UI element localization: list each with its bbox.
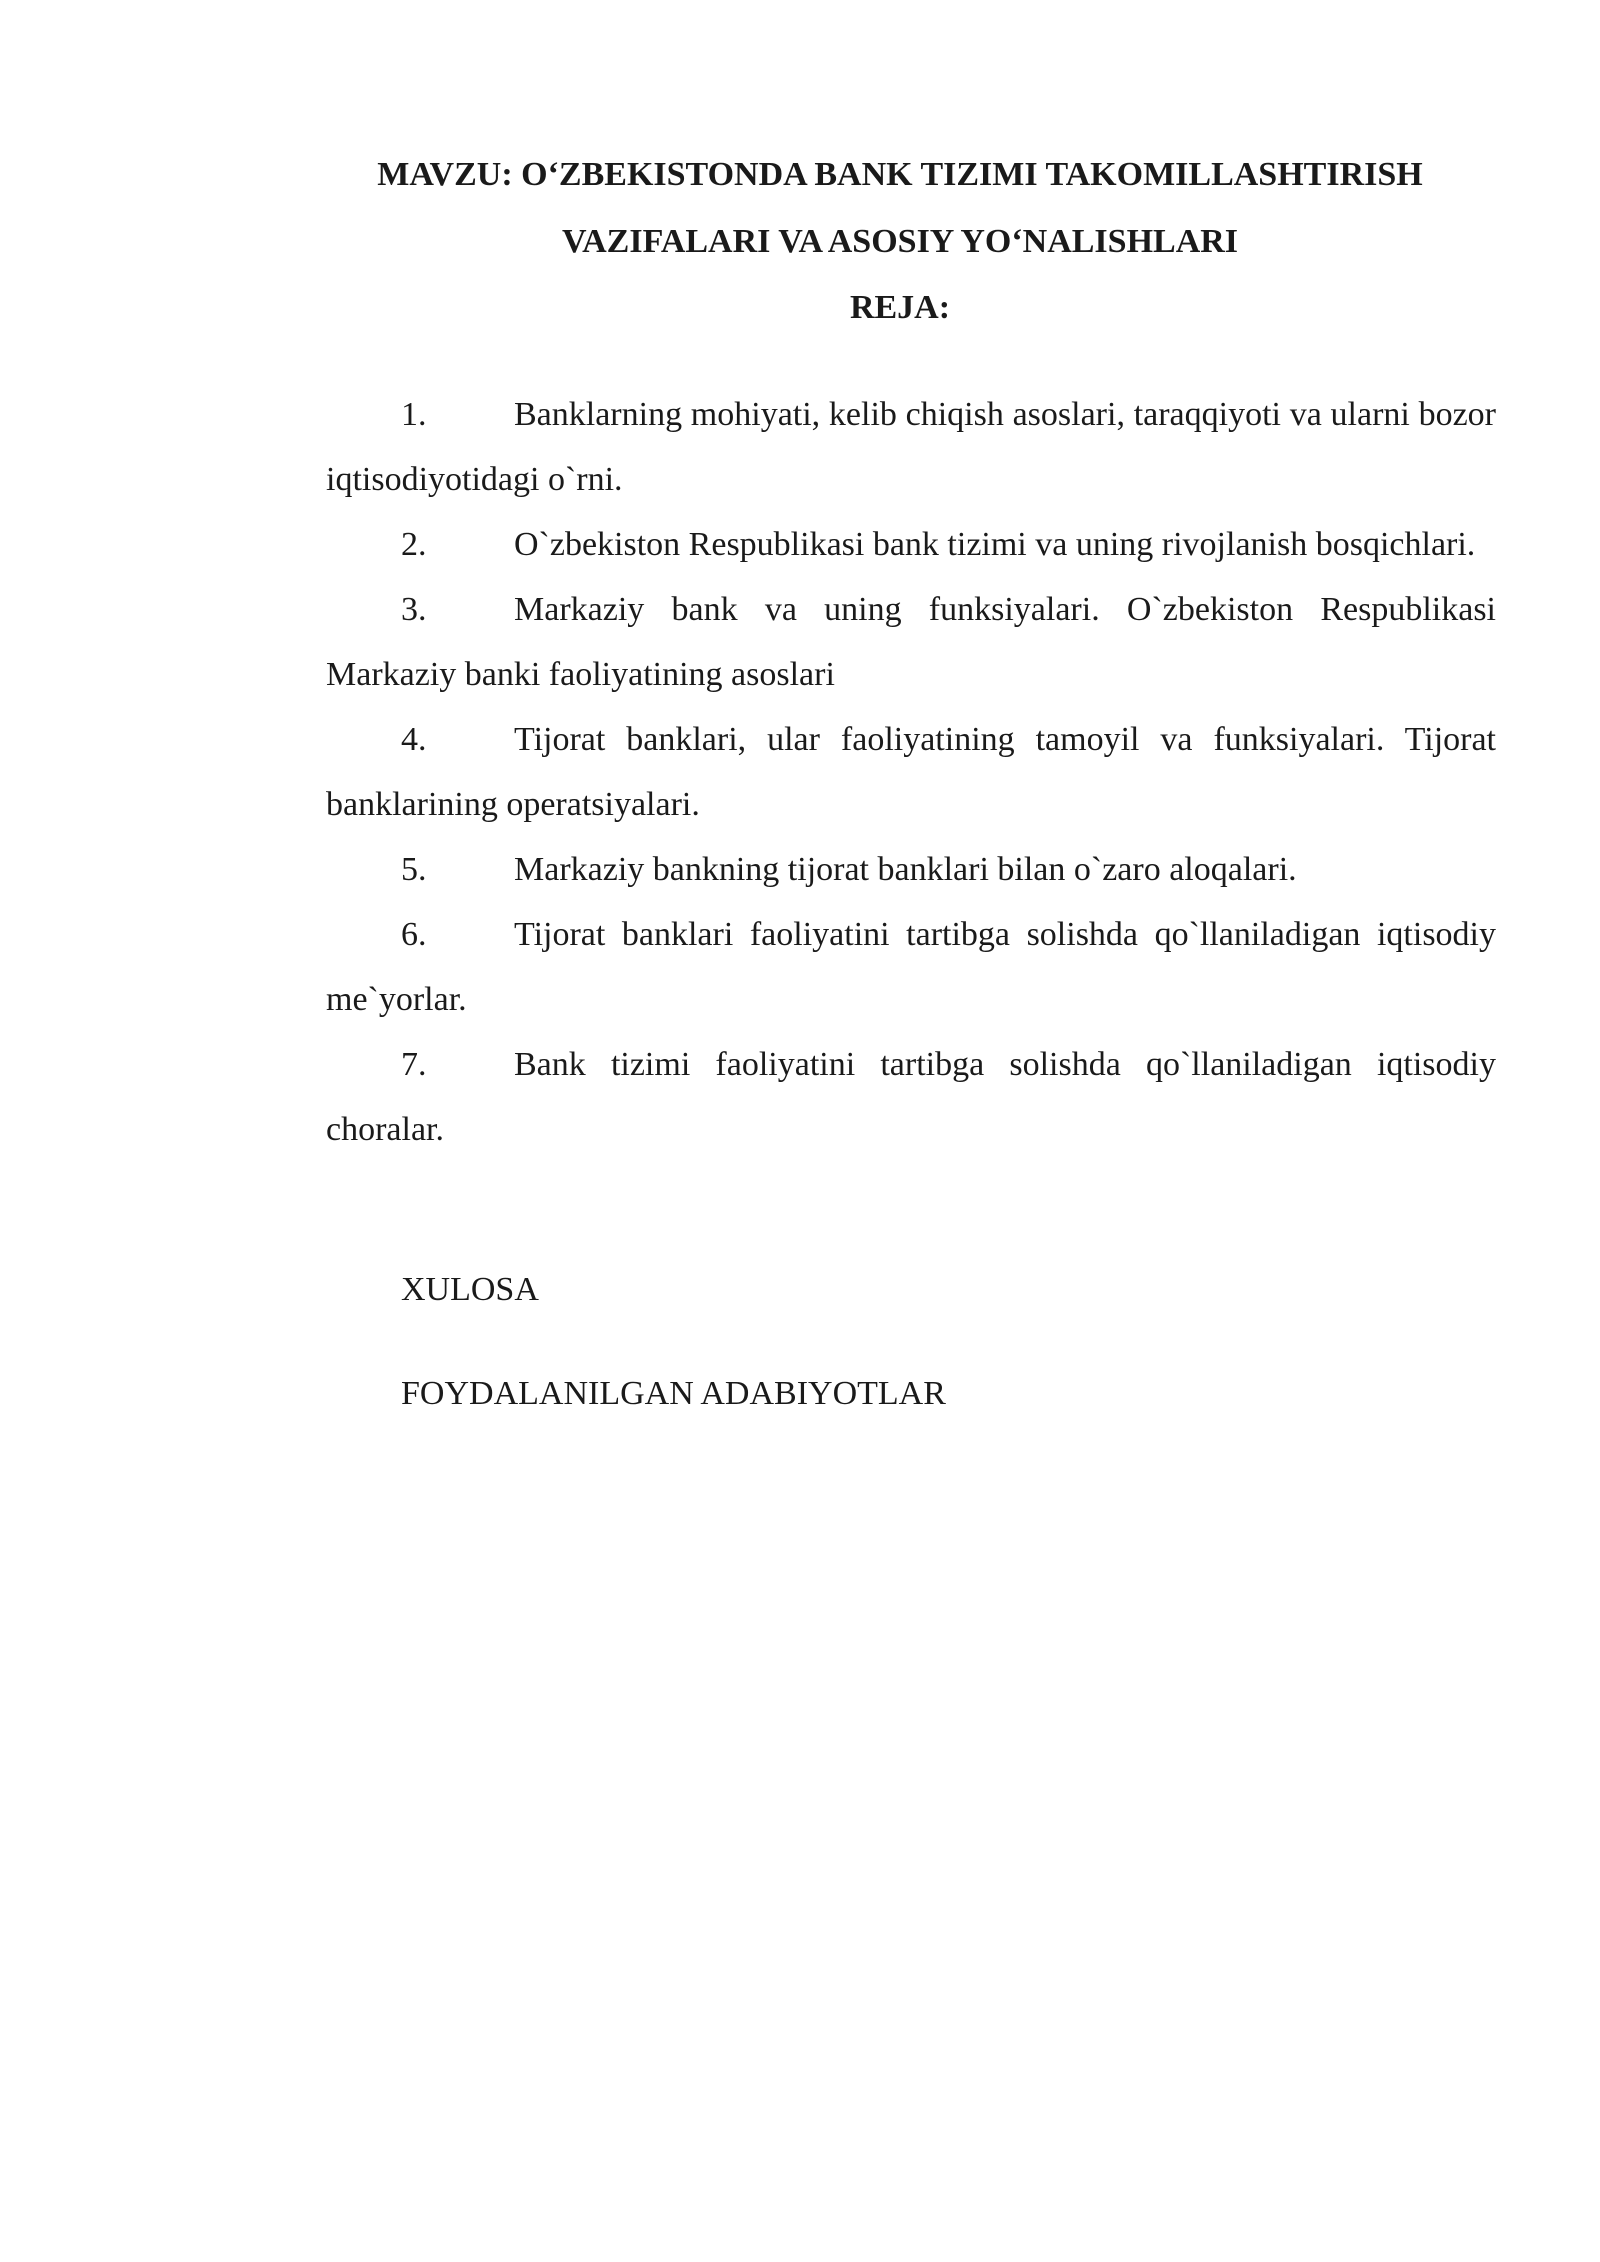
- plan-item: [326, 707, 1496, 837]
- plan-item-text: Markaziy bankning tijorat banklari bilan o`zaro aloqalari.: [514, 851, 1297, 888]
- plan-item-number: 6.: [401, 916, 427, 953]
- plan-heading: REJA:: [849, 289, 951, 326]
- plan-list: [326, 382, 1496, 1162]
- topic-title-line-1: MAVZU: O‘ZBEKISTONDA BANK TIZIMI TAKOMILLASHTIRISH: [377, 156, 1423, 193]
- references-heading: FOYDALANILGAN ADABIYOTLAR: [401, 1375, 946, 1412]
- plan-item-number: 2.: [401, 526, 427, 563]
- plan-item-text: Bank tizimi faoliyatini tartibga solishda qo`llaniladigan iqtisodiy choralar.: [326, 1046, 1496, 1148]
- plan-item-number: 5.: [401, 851, 427, 888]
- plan-item: [326, 837, 1496, 902]
- plan-item-text: Markaziy bank va uning funksiyalari. O`zbekiston Respublikasi Markaziy banki faoliyatining asoslari: [326, 591, 1496, 693]
- plan-item-text: Tijorat banklari, ular faoliyatining tamoyil va funksiyalari. Tijorat banklarining operatsiyalari.: [326, 721, 1496, 823]
- plan-item-number: 4.: [401, 721, 427, 758]
- plan-item: [326, 1032, 1496, 1162]
- plan-item-number: 3.: [401, 591, 427, 628]
- plan-item-number: 1.: [401, 396, 427, 433]
- plan-item: [326, 382, 1496, 512]
- plan-item: [326, 512, 1496, 577]
- plan-item-text: Banklarning mohiyati, kelib chiqish asoslari, taraqqiyoti va ularni bozor iqtisodiyotidagi o`rni.: [326, 396, 1496, 498]
- plan-item-text: Tijorat banklari faoliyatini tartibga solishda qo`llaniladigan iqtisodiy me`yorlar.: [326, 916, 1496, 1018]
- plan-item-text: O`zbekiston Respublikasi bank tizimi va uning rivojlanish bosqichlari.: [514, 526, 1476, 563]
- plan-item: [326, 577, 1496, 707]
- conclusion-heading: XULOSA: [401, 1271, 539, 1308]
- plan-item-number: 7.: [401, 1046, 427, 1083]
- topic-title-line-2: VAZIFALARI VA ASOSIY YO‘NALISHLARI: [561, 223, 1239, 260]
- plan-item: [326, 902, 1496, 1032]
